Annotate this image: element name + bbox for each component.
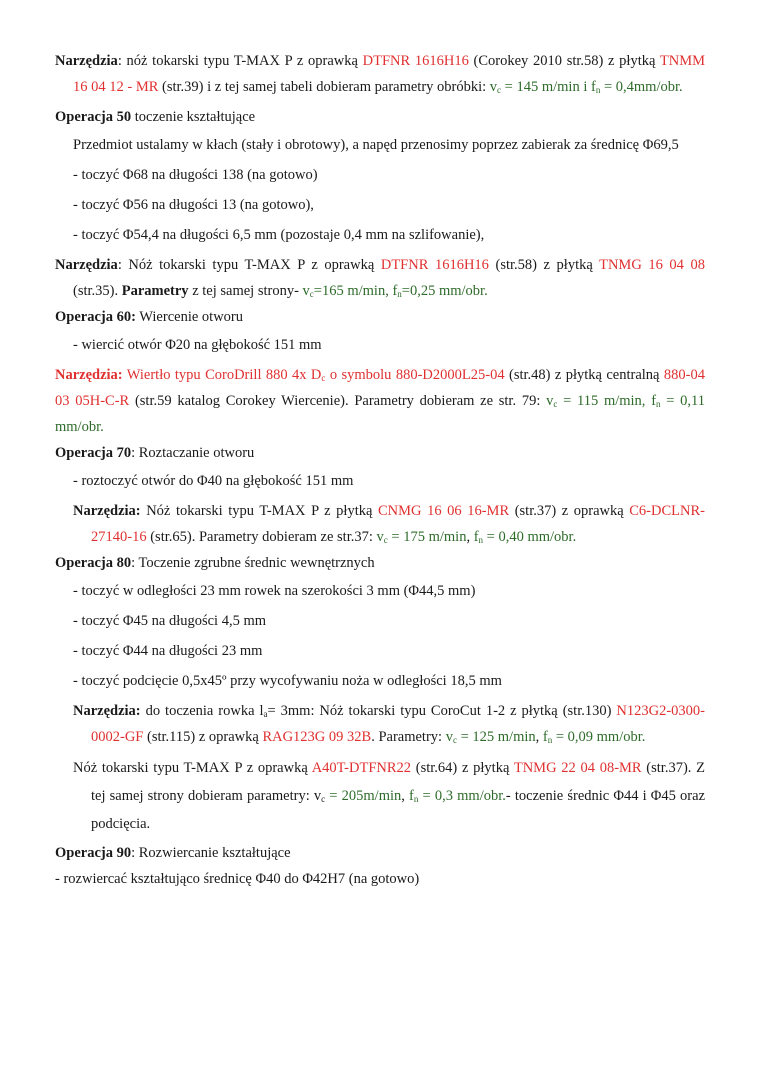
operation-50-heading: Operacja 50 toczenie kształtujące bbox=[55, 109, 256, 125]
feed-rate: $f_n = 0,11$ mm/obr. bbox=[55, 393, 706, 435]
feed-rate: $f_n=0,25$ mm/obr. bbox=[392, 283, 488, 299]
cutting-speed: $v_c=165$ m/min, bbox=[302, 283, 393, 299]
operation-50-step: - toczyć Φ68 na długości 138 (na gotowo) bbox=[73, 167, 318, 183]
holder-code: DTFNR 1616H16 bbox=[362, 53, 469, 69]
operation-80-step: - toczyć w odległości 23 mm rowek na szerokości 3 mm (Φ44,5 mm) bbox=[73, 583, 476, 599]
tools-paragraph-6: Nóż tokarski typu T-MAX P z oprawką A40T-DTFNR22 (str.64) z płytką TNMG 22 04 08-MR (str.37). Z tej samej strony dobieram parametry: $v_c = 205m/\min$, $f_n = 0,3$ mm/obr.- toczenie średnic Φ44 i Φ45 oraz podcięcia. bbox=[73, 760, 706, 832]
operation-50-intro: Przedmiot ustalamy w kłach (stały i obrotowy), a napęd przenosimy poprzez zabierak za średnicę Φ69,5 bbox=[73, 137, 679, 153]
insert-code: CNMG 16 06 16-MR bbox=[378, 503, 510, 519]
operation-90-heading: Operacja 90: Rozwiercanie kształtujące bbox=[55, 845, 291, 861]
operation-50-step: - toczyć Φ54,4 na długości 6,5 mm (pozostaje 0,4 mm na szlifowanie), bbox=[73, 227, 485, 243]
tools-paragraph-2: Narzędzia: Nóż tokarski typu T-MAX P z oprawką DTFNR 1616H16 (str.58) z płytką TNMG 16 04 08 (str.35). Parametry z tej samej strony- $v_c=165$ m/min, $f_n=0,25$ mm/obr. bbox=[55, 257, 705, 299]
operation-80-step: - toczyć Φ44 na długości 23 mm bbox=[73, 643, 263, 659]
feed-rate: $f_n = 0,40$ mm/obr. bbox=[473, 529, 577, 545]
cutting-speed: $v_c = 115$ m/min, bbox=[546, 393, 646, 409]
operation-80-heading: Operacja 80: Toczenie zgrubne średnic wewnętrznych bbox=[55, 555, 375, 571]
insert-code: 880-04 03 05H-C-R bbox=[55, 367, 705, 409]
operation-90-step: - rozwiercać kształtująco średnicę Φ40 do Φ42H7 (na gotowo) bbox=[55, 871, 420, 887]
holder-code: RAG123G 09 32B bbox=[262, 729, 372, 745]
feed-rate: $f_n = 0,3$ mm/obr. bbox=[409, 788, 506, 804]
document-page bbox=[55, 48, 705, 892]
tools-label: Narzędzia bbox=[55, 53, 118, 69]
insert-code: TNMM 16 04 12 - MR bbox=[73, 53, 705, 95]
operation-50-step: - toczyć Φ56 na długości 13 (na gotowo), bbox=[73, 197, 314, 213]
cutting-speed: $v_c = 175$ m/min bbox=[376, 529, 467, 545]
operation-60-step: - wiercić otwór Φ20 na głębokość 151 mm bbox=[73, 337, 322, 353]
operation-80-step: - toczyć podcięcie 0,5x45º przy wycofywaniu noża w odległości 18,5 mm bbox=[73, 673, 502, 689]
insert-code: N123G2-0300-0002-GF bbox=[91, 703, 705, 745]
cutting-speed: $v_c = 145$ m/min bbox=[489, 79, 580, 95]
tools-paragraph-1: Narzędzia: nóż tokarski typu T-MAX P z oprawką DTFNR 1616H16 (Corokey 2010 str.58) z płytką TNMM 16 04 12 - MR (str.39) i z tej samej tabeli dobieram parametry obróbki: $v_c = 145$ m/min i $f_n = 0,4mm/obr$. bbox=[55, 53, 705, 95]
holder-code: A40T-DTFNR22 bbox=[311, 760, 412, 776]
tools-paragraph-3: Narzędzia: Wiertło typu CoroDrill 880 4x $D_c$ o symbolu 880-D2000L25-04 (str.48) z płytką centralną 880-04 03 05H-C-R (str.59 katalog Corokey Wiercenie). Parametry dobieram ze str. 79: $v_c = 115$ m/min, $f_n = 0,11$ mm/obr. bbox=[55, 367, 706, 435]
cutting-speed: $v_c = 125$ m/min bbox=[445, 729, 536, 745]
operation-70-step: - roztoczyć otwór do Φ40 na głębokość 151 mm bbox=[73, 473, 354, 489]
tools-paragraph-4: Narzędzia: Nóż tokarski typu T-MAX P z płytką CNMG 16 06 16-MR (str.37) z oprawką C6-DCLNR-27140-16 (str.65). Parametry dobieram ze str.37: $v_c = 175$ m/min, $f_n = 0,40$ mm/obr. bbox=[73, 503, 705, 545]
holder-code: DTFNR 1616H16 bbox=[380, 257, 489, 273]
insert-code: TNMG 16 04 08 bbox=[599, 257, 705, 273]
feed-rate: $f_n = 0,09$ mm/obr. bbox=[542, 729, 646, 745]
insert-code: TNMG 22 04 08-MR bbox=[513, 760, 642, 776]
cutting-speed: = 205m/min bbox=[325, 788, 402, 804]
holder-code: C6-DCLNR-27140-16 bbox=[91, 503, 705, 545]
feed-rate: $f_n = 0,4mm/obr$. bbox=[591, 79, 683, 95]
operation-80-step: - toczyć Φ45 na długości 4,5 mm bbox=[73, 613, 267, 629]
operation-70-heading: Operacja 70: Roztaczanie otworu bbox=[55, 445, 255, 461]
operation-60-heading: Operacja 60: Wiercenie otworu bbox=[55, 309, 243, 325]
tools-paragraph-5: Narzędzia: do toczenia rowka $l_a= 3mm$: Nóż tokarski typu CoroCut 1-2 z płytką (str.130) N123G2-0300-0002-GF (str.115) z oprawką RAG123G 09 32B. Parametry: $v_c = 125$ m/min, $f_n = 0,09$ mm/obr. bbox=[73, 703, 705, 745]
drill-name: Wiertło typu CoroDrill 880 4x $D_c$ o symbolu 880-D2000L25-04 bbox=[122, 367, 505, 383]
